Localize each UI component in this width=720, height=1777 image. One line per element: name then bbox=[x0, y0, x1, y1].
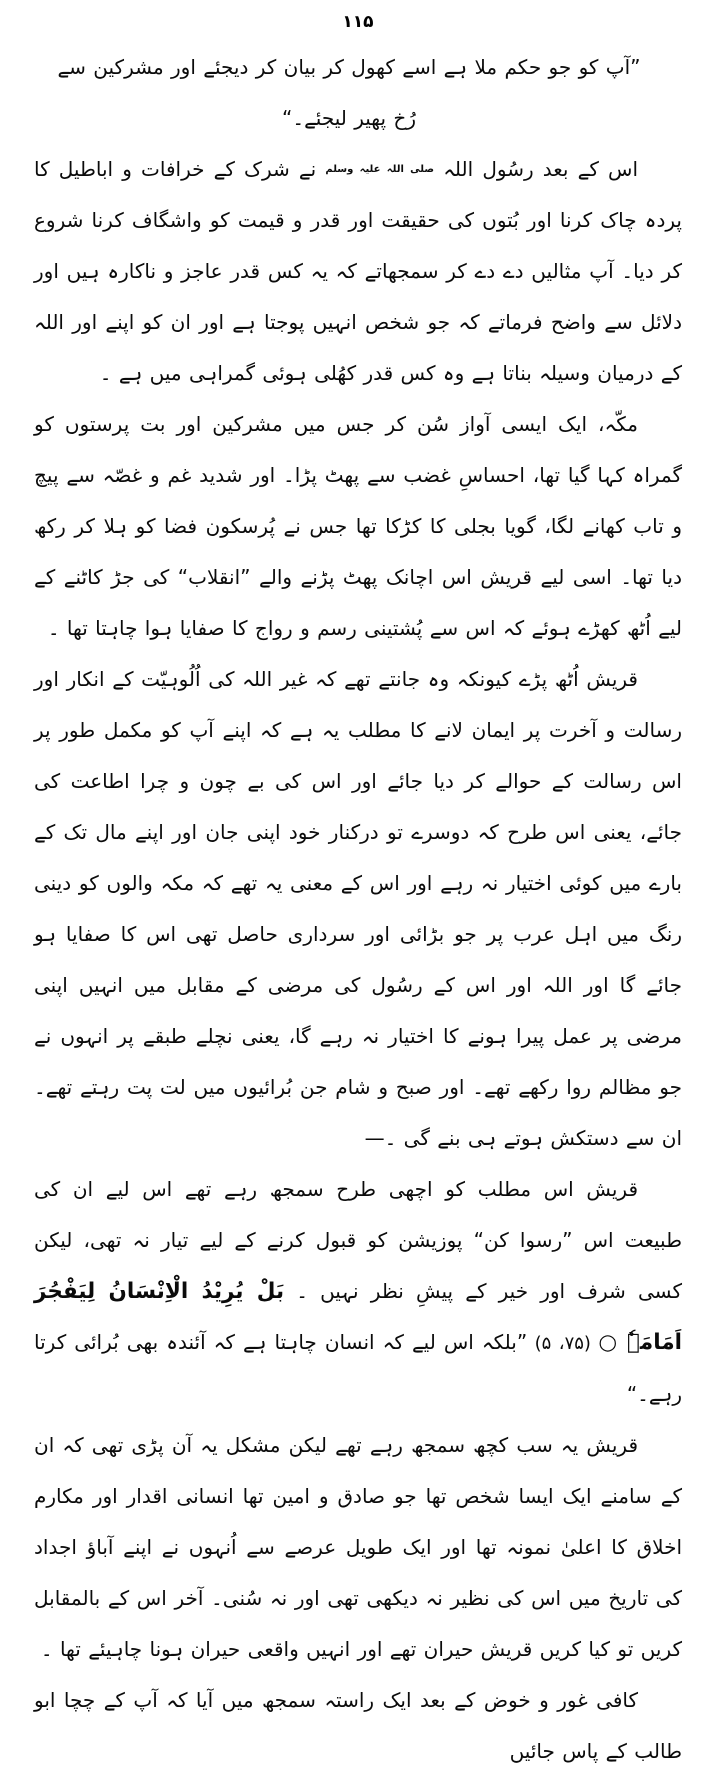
paragraph: قریش اُٹھ پڑے کیونکہ وہ جانتے تھے کہ غیر اللہ کی اُلُوہیّت کے انکار اور رسالت و آخرت پر ایمان لانے کا مطلب یہ ہے کہ اپنے آپ کو مکمل طور پر اس رسالت کے حوالے کر دیا جائے اور اس کی بے چون و چرا اطاعت کی جائے، یعنی اس طرح کہ دوسرے تو درکنار خود اپنی جان اور اپنے مال تک کے بارے میں کوئی اختیار نہ رہے اور اس کے معنی یہ تھے کہ مکہ والوں کو دینی رنگ میں اہل عرب پر جو بڑائی اور سرداری حاصل تھی اس کا صفایا ہو جائے گا اور اللہ اور اس کے رسُول کی مرضی کے مقابل میں انہیں اپنی مرضی پر عمل پیرا ہونے کا اختیار نہ رہے گا، یعنی نچلے طبقے پر انہوں نے جو مظالم روا رکھے تھے۔ اور صبح و شام جن بُرائیوں میں لت پت رہتے تھے۔ ان سے دستکش ہوتے ہی بنے گی ۔— bbox=[34, 667, 682, 1150]
page-body bbox=[34, 42, 682, 1777]
paragraph: کافی غور و خوض کے بعد ایک راستہ سمجھ میں آیا کہ آپ کے چچا ابو طالب کے پاس جائیں bbox=[34, 1688, 682, 1763]
page-number: ۱۱۵ bbox=[342, 12, 374, 32]
opening-quote: ”آپ کو جو حکم ملا ہے اسے کھول کر بیان کر دیجئے اور مشرکین سے رُخ پھیر لیجئے۔“ bbox=[57, 55, 641, 130]
paragraph-lead: اس کے بعد رسُول اللہ bbox=[434, 157, 639, 181]
honorific-salutation: صلی اللہ علیہ وسلم bbox=[325, 164, 435, 175]
paragraph-with-verse bbox=[34, 1164, 682, 1420]
paragraph-text: نے شرک کے خرافات و اباطیل کا پردہ چاک کرنا اور بُتوں کی حقیقت اور قدر و قیمت کو واشگاف کرنا شروع کر دیا۔ آپ مثالیں دے دے کر سمجھاتے کہ یہ کس قدر عاجز و ناکارہ ہیں اور دلائل سے واضح فرماتے کہ جو شخص انہیں پوجتا ہے اور ان کو اپنے اور اللہ کے درمیان وسیلہ بناتا ہے وہ کس قدر کھُلی ہوئی گمراہی میں ہے ۔ bbox=[34, 157, 682, 385]
paragraph-text: قریش اس مطلب کو اچھی طرح سمجھ رہے تھے اس لیے ان کی طبیعت اس ”رسوا کن“ پوزیشن کو قبول کرنے کے لیے تیار نہ تھی، لیکن کسی شرف اور خیر کے پیشِ نظر نہیں ۔ bbox=[34, 1177, 682, 1303]
verse-reference: (۷۵، ۵) bbox=[527, 1333, 599, 1354]
quran-verse: بَلْ یُرِیْدُ الْاِنْسَانُ لِیَفْجُرَ اَمَامَہٗ ○ bbox=[34, 1279, 682, 1355]
paragraph: مکّہ، ایک ایسی آواز سُن کر جس میں مشرکین اور بت پرستوں کو گمراہ کہا گیا تھا، احساسِ غضب سے پھٹ پڑا۔ اور شدید غم و غصّہ سے پیچ و تاب کھانے لگا، گویا بجلی کا کڑکا تھا جس نے پُرسکون فضا کو ہلا کر رکھ دیا تھا۔ اسی لیے قریش اس اچانک پھٹ پڑنے والے ”انقلاب“ کی جڑ کاٹنے کے لیے اُٹھ کھڑے ہوئے کہ اس سے پُشتینی رسم و رواج کا صفایا ہوا چاہتا تھا ۔ bbox=[34, 412, 682, 640]
paragraph bbox=[34, 144, 682, 399]
verse-translation: ”بلکہ اس لیے کہ انسان چاہتا ہے کہ آئندہ بھی بُرائی کرتا رہے۔“ bbox=[34, 1330, 682, 1406]
paragraph: قریش یہ سب کچھ سمجھ رہے تھے لیکن مشکل یہ آن پڑی تھی کہ ان کے سامنے ایک ایسا شخص تھا جو صادق و امین تھا انسانی اقدار اور مکارم اخلاق کا اعلیٰ نمونہ تھا اور ایک طویل عرصے سے اُنہوں نے اپنے آباؤ اجداد کی تاریخ میں اس کی نظیر نہ دیکھی تھی اور نہ سُنی۔ آخر اس کے بالمقابل کریں تو کیا کریں قریش حیران تھے اور انہیں واقعی حیران ہونا چاہیئے تھا ۔ bbox=[34, 1433, 682, 1661]
